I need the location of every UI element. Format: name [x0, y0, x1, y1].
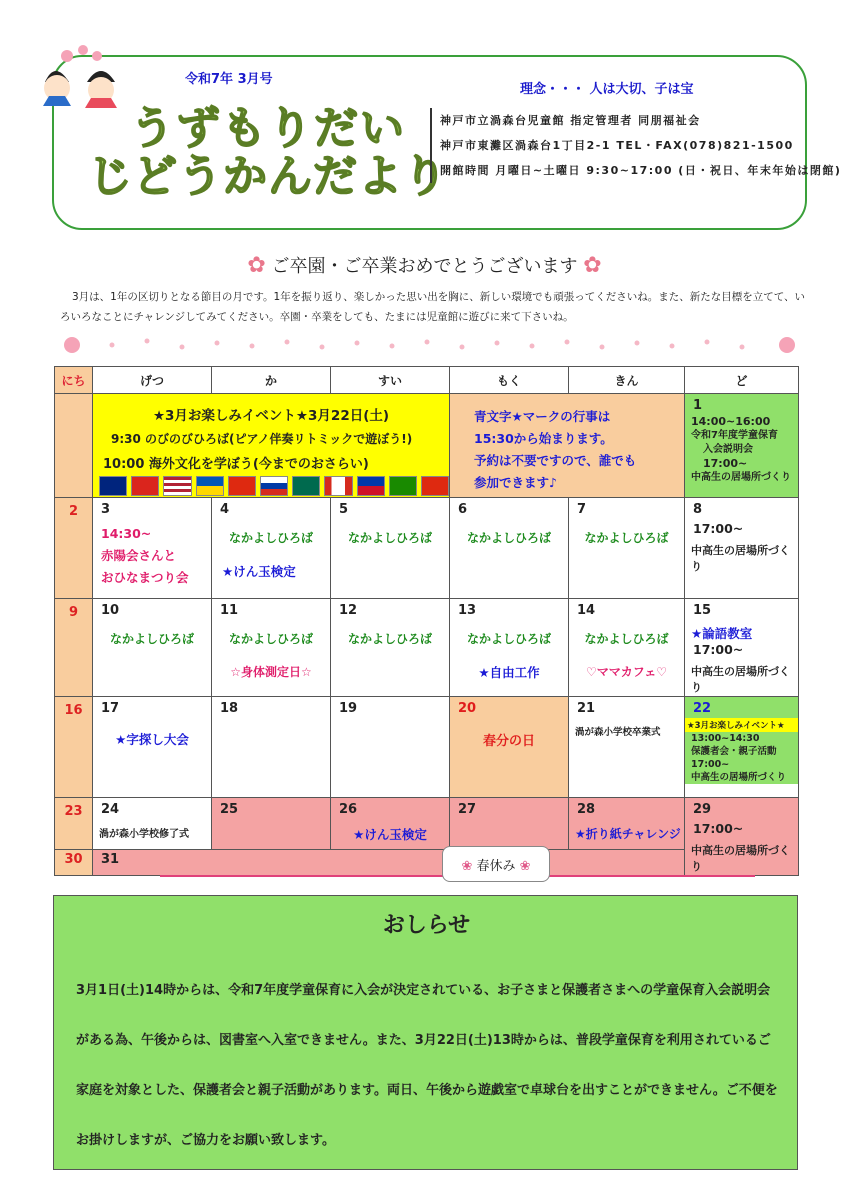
- weekday-tue: か: [212, 367, 331, 394]
- day-number: 14: [577, 603, 596, 618]
- calendar-cell-4: [212, 498, 331, 599]
- flag-vietnam-icon: [131, 476, 159, 496]
- event-time: 17:00~: [693, 521, 744, 536]
- event-text: 赤陽会さんと: [101, 548, 177, 563]
- day-number: 7: [577, 502, 587, 517]
- day-number: 18: [220, 701, 239, 716]
- motto: 理念・・・ 人は大切、子は宝: [520, 82, 694, 97]
- event-time: 17:00~: [703, 457, 748, 470]
- flag-philippines-icon: [357, 476, 385, 496]
- day-number: 24: [101, 802, 120, 817]
- day-number: 12: [339, 603, 358, 618]
- spring-break-label: [442, 846, 550, 882]
- day-number: 17: [101, 701, 120, 716]
- flag-bangladesh-icon: [292, 476, 320, 496]
- calendar-cell-3: [93, 498, 212, 599]
- flag-russia-icon: [260, 476, 288, 496]
- event-text: ★字探し大会: [115, 732, 189, 747]
- calendar-cell-10: [93, 599, 212, 697]
- day-number: 10: [101, 603, 120, 618]
- calendar-week-5: [55, 798, 799, 850]
- event-text: 入会説明会: [703, 444, 753, 455]
- event-text: ★けん玉検定: [353, 827, 427, 842]
- calendar-cell-9: [55, 599, 93, 697]
- event-text: ★けん玉検定: [222, 564, 296, 579]
- weekday-mon: げつ: [93, 367, 212, 394]
- day-number: 9: [68, 605, 79, 620]
- calendar-cell-8: [685, 498, 799, 599]
- flag-ukraine-icon: [196, 476, 224, 496]
- event-text: 中高生の居場所づくり: [691, 544, 790, 573]
- day-number: 4: [220, 502, 230, 517]
- weekday-wed: すい: [331, 367, 450, 394]
- event-title: ★3月お楽しみイベント★3月22日(土): [152, 408, 390, 424]
- event-announcement: [93, 394, 450, 498]
- decorative-border: [52, 333, 807, 357]
- event-text: 中高生の居場所づくり: [691, 665, 790, 694]
- calendar-cell-empty: [55, 394, 93, 498]
- calendar-cell-5: [331, 498, 450, 599]
- event-text: なかよしひろば: [109, 632, 194, 646]
- opening-hours: 開館時間 月曜日~土曜日 9:30~17:00 (日・祝日、年末年始は閉館): [440, 164, 842, 177]
- event-text: なかよしひろば: [584, 531, 669, 545]
- calendar-cell-23: [55, 798, 93, 850]
- calendar-cell-15: [685, 599, 799, 697]
- calendar-cell-19: [331, 697, 450, 798]
- day-number: 31: [101, 852, 120, 867]
- day-number: 26: [339, 802, 358, 817]
- calendar-cell-20: [450, 697, 569, 798]
- day-number: 27: [458, 802, 477, 817]
- weekday-fri: きん: [569, 367, 685, 394]
- calendar-cell-2: [55, 498, 93, 599]
- event-text: 渦が森小学校卒業式: [575, 727, 661, 738]
- weekday-sun: にち: [55, 367, 93, 394]
- event-text: なかよしひろば: [228, 531, 313, 545]
- tulip-icon: ❀: [519, 859, 531, 874]
- flag-zambia-icon: [389, 476, 417, 496]
- hina-doll-icon: [25, 40, 135, 110]
- calendar-cell-26: [331, 798, 450, 850]
- day-number: 29: [693, 802, 712, 817]
- calendar-cell-24: [93, 798, 212, 850]
- event-line-2: 10:00 海外文化を学ぼう(今までのおさらい): [103, 457, 369, 472]
- tulip-icon: ❀: [461, 859, 473, 874]
- event-time: 17:00~: [693, 642, 744, 657]
- facility-address: 神戸市東灘区渦森台1丁目2-1 TEL・FAX(078)821-1500: [440, 139, 794, 152]
- calendar-cell-6: [450, 498, 569, 599]
- calendar-cell-14: [569, 599, 685, 697]
- flag-australia-icon: [99, 476, 127, 496]
- day-number: 13: [458, 603, 477, 618]
- intro-text: 3月は、1年の区切りとなる節目の月です。1年を振り返り、楽しかった思い出を胸に、新しい環境でも頑張ってくださいね。また、新たな目標を立てて、いろいろなことにチャレンジしてみてください。卒園・卒業をしても、たまには児童館に遊びに来て下さいね。: [60, 291, 805, 323]
- event-text: 令和7年度学童保育: [691, 430, 778, 441]
- event-text: なかよしひろば: [347, 531, 432, 545]
- weekday-sat: ど: [685, 367, 799, 394]
- day-number: 21: [577, 701, 596, 716]
- graduation-headline: [0, 252, 849, 278]
- calendar-cell-11: [212, 599, 331, 697]
- day-number: 16: [64, 703, 83, 718]
- notice-line-3: 予約は不要ですので、誰でも: [474, 453, 637, 468]
- calendar-cell-28: [569, 798, 685, 850]
- event-text: 中高生の居場所づくり: [691, 844, 790, 873]
- calendar-cell-12: [331, 599, 450, 697]
- event-text: 春分の日: [482, 734, 535, 749]
- calendar-cell-22: [685, 697, 799, 798]
- notice-title: おしらせ: [382, 913, 471, 938]
- calendar-cell-31: [93, 850, 685, 876]
- day-number: 3: [101, 502, 111, 517]
- newsletter-title-line1: うずもりだい: [130, 103, 406, 154]
- calendar-cell-18: [212, 697, 331, 798]
- event-text: ♡ママカフェ♡: [586, 665, 667, 679]
- weekday-header: [55, 367, 799, 394]
- weekday-thu: もく: [450, 367, 569, 394]
- event-text: なかよしひろば: [466, 531, 551, 545]
- day-number: 19: [339, 701, 358, 716]
- day-number: 15: [693, 603, 712, 618]
- day-number: 25: [220, 802, 239, 817]
- spring-break-text: 春休み: [476, 859, 516, 874]
- event-time: 17:00~: [693, 821, 744, 836]
- event-text: 保護者会・親子活動: [691, 746, 777, 757]
- calendar-cell-21: [569, 697, 685, 798]
- day-number: 2: [68, 504, 79, 519]
- flag-canada-icon: [324, 476, 352, 496]
- day-number: 5: [339, 502, 349, 517]
- notice-line-4: 参加できます♪: [474, 475, 557, 490]
- day-number: 22: [693, 701, 712, 716]
- blue-events-notice: [450, 394, 685, 498]
- day-number: 6: [458, 502, 468, 517]
- day-number: 11: [220, 603, 239, 618]
- calendar-cell-7: [569, 498, 685, 599]
- event-text: ★論語教室: [691, 626, 753, 641]
- newsletter-title-line2: じどうかんだより: [88, 151, 448, 202]
- calendar-cell-1: [685, 394, 799, 498]
- event-text: なかよしひろば: [584, 632, 669, 646]
- day-number: 28: [577, 802, 596, 817]
- flag-hongkong-icon: [421, 476, 449, 496]
- calendar-cell-25: [212, 798, 331, 850]
- calendar-cell-13: [450, 599, 569, 697]
- event-time: 14:30~: [101, 526, 152, 541]
- calendar-cell-16: [55, 697, 93, 798]
- day-number: 23: [64, 804, 83, 819]
- calendar-cell-17: [93, 697, 212, 798]
- notice-line-2: 15:30から始まります。: [474, 431, 613, 446]
- event-text: ☆身体測定日☆: [230, 665, 312, 679]
- event-line-1: 9:30 のびのびひろば(ピアノ伴奏リトミックで遊ぼう!): [111, 432, 413, 446]
- calendar-week-3: [55, 599, 799, 697]
- calendar-cell-29: [685, 798, 799, 876]
- calendar-week-4: [55, 697, 799, 798]
- day-number: 20: [458, 701, 477, 716]
- event-text: 渦が森小学校修了式: [99, 829, 189, 840]
- event-time: 14:00~16:00: [691, 415, 771, 428]
- issue-date: 令和7年 3月号: [185, 72, 273, 87]
- event-text: 中高生の居場所づくり: [691, 772, 787, 783]
- event-text: なかよしひろば: [228, 632, 313, 646]
- plum-blossom-icon: ✿: [583, 253, 602, 278]
- calendar-cell-30: [55, 850, 93, 876]
- facility-name: 神戸市立渦森台児童館 指定管理者 同朋福祉会: [440, 114, 701, 127]
- flag-china-icon: [228, 476, 256, 496]
- notice-box: [53, 895, 798, 1170]
- event-time: 13:00~14:30: [691, 733, 760, 744]
- notice-line-1: 青文字★マークの行事は: [474, 409, 611, 424]
- notice-body: 3月1日(土)14時からは、令和7年度学童保育に入会が決定されている、お子さまと保護者さまへの学童保育入会説明会がある為、午後からは、図書室へ入室できません。また、3月22日(土)13時からは、普段学童保育を利用されているご家庭を対象とした、保護者会と親子活動があります。両日、午後から遊戯室で卓球台を出すことができません。ご不便をお掛けしますが、ご協力をお願い致します。: [76, 983, 778, 1148]
- flag-icons: [93, 476, 449, 496]
- event-text: なかよしひろば: [347, 632, 432, 646]
- headline-text: ご卒園・ご卒業おめでとうございます: [271, 256, 578, 277]
- event-text: ★折り紙チャレンジ: [575, 827, 681, 841]
- day-number: 1: [693, 398, 703, 413]
- event-text: おひなまつり会: [101, 570, 189, 585]
- calendar-cell-27: [450, 798, 569, 850]
- event-text: 中高生の居場所づくり: [691, 472, 791, 483]
- plum-blossom-icon: ✿: [247, 253, 266, 278]
- calendar-week-2: [55, 498, 799, 599]
- facility-info: [430, 108, 841, 183]
- event-time: 17:00~: [691, 759, 730, 770]
- march-calendar: [54, 366, 799, 876]
- calendar-week-1: [55, 394, 799, 498]
- event-text: ★自由工作: [478, 665, 540, 680]
- day-number: 30: [64, 852, 83, 867]
- event-text: ★3月お楽しみイベント★: [685, 718, 798, 732]
- flag-usa-icon: [163, 476, 191, 496]
- event-text: なかよしひろば: [466, 632, 551, 646]
- day-number: 8: [693, 502, 703, 517]
